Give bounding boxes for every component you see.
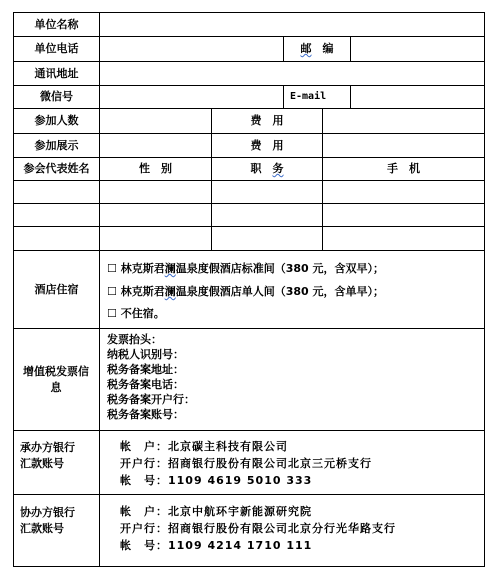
unit-phone-label: 单位电话: [34, 42, 79, 55]
rep-name-cell[interactable]: [14, 204, 99, 226]
fee-field-1[interactable]: [323, 109, 484, 133]
account-name-label: 帐 户：: [120, 440, 168, 453]
rep-mobile-cell[interactable]: [323, 181, 484, 203]
bank-label: 开户行：: [120, 457, 168, 470]
unit-name-label: 单位名称: [34, 17, 79, 31]
account-no-label: 帐 号：: [120, 474, 168, 487]
mobile-header: 手 机: [387, 162, 420, 175]
postcode-label: [284, 37, 350, 61]
address-label: 通讯地址: [34, 66, 79, 80]
exhibit-label: 参加展示: [34, 138, 79, 152]
rep-mobile-cell[interactable]: [323, 227, 484, 250]
postcode-label-a: 邮: [300, 42, 312, 55]
hotel-option-single[interactable]: ☐ 林克斯君澜温泉度假酒店单人间（380 元，含单早）；: [107, 285, 385, 298]
unit-phone-field[interactable]: [100, 37, 283, 61]
rep-name-cell[interactable]: [14, 227, 99, 250]
checkbox-icon[interactable]: ☐: [107, 307, 117, 320]
exhibit-field[interactable]: [100, 134, 211, 157]
gender-header: 性 别: [139, 162, 172, 175]
coorganizer-account-info: [120, 505, 483, 557]
tax-phone-field[interactable]: 税务备案电话：: [107, 378, 184, 391]
position-header-a: 职: [250, 162, 262, 175]
fee-field-2[interactable]: [323, 134, 484, 157]
invoice-title-field[interactable]: 发票抬头：: [107, 333, 162, 346]
account-name-value: 北京中航环宇新能源研究院: [168, 505, 312, 518]
bank-value: 招商银行股份有限公司北京分行光华路支行: [168, 522, 396, 535]
attendees-field[interactable]: [100, 109, 211, 133]
checkbox-icon[interactable]: ☐: [107, 262, 117, 275]
position-header: [212, 158, 322, 180]
bank-label: 开户行：: [120, 522, 168, 535]
unit-name-field[interactable]: [100, 13, 484, 36]
wechat-label: 微信号: [40, 90, 73, 103]
hotel-option-standard[interactable]: ☐ 林克斯君澜温泉度假酒店标准间（380 元，含双早）；: [107, 262, 385, 275]
account-name-label: 帐 户：: [120, 505, 168, 518]
account-name-value: 北京碳主科技有限公司: [168, 440, 288, 453]
coorganizer-account-label: 协办方银行汇款账号: [20, 506, 75, 535]
rep-name-cell[interactable]: [14, 181, 99, 203]
fee-label-2: 费 用: [250, 138, 284, 152]
organizer-account-info: [120, 440, 483, 492]
bank-value: 招商银行股份有限公司北京三元桥支行: [168, 457, 372, 470]
postcode-label-b: 编: [322, 42, 334, 55]
hotel-label: 酒店住宿: [34, 282, 79, 296]
checkbox-icon[interactable]: ☐: [107, 285, 117, 298]
postcode-field[interactable]: [351, 37, 484, 61]
rep-gender-cell[interactable]: [100, 227, 211, 250]
email-field[interactable]: [351, 86, 484, 108]
rep-position-cell[interactable]: [212, 181, 322, 203]
tax-bank-field[interactable]: 税务备案开户行：: [107, 393, 195, 406]
rep-position-cell[interactable]: [212, 227, 322, 250]
position-header-b: 务: [272, 162, 284, 175]
rep-position-cell[interactable]: [212, 204, 322, 226]
tax-address-field[interactable]: 税务备案地址：: [107, 363, 184, 376]
email-label: E-mail: [290, 91, 327, 102]
rep-gender-cell[interactable]: [100, 181, 211, 203]
account-no-label: 帐 号：: [120, 539, 168, 552]
invoice-fields[interactable]: [107, 333, 483, 427]
rep-name-header: 参会代表姓名: [23, 162, 90, 175]
attendees-label: 参加人数: [34, 114, 79, 127]
rep-gender-cell[interactable]: [100, 204, 211, 226]
tax-account-field[interactable]: 税务备案账号：: [107, 408, 184, 421]
wechat-field[interactable]: [100, 86, 283, 108]
rep-mobile-cell[interactable]: [323, 204, 484, 226]
taxpayer-id-field[interactable]: 纳税人识别号：: [107, 348, 184, 361]
fee-label-1: 费 用: [250, 114, 284, 127]
address-field[interactable]: [100, 62, 484, 85]
hotel-option-none[interactable]: ☐ 不住宿。: [107, 307, 165, 320]
account-no-value: 1109 4619 5010 333: [168, 474, 313, 487]
account-no-value: 1109 4214 1710 111: [168, 539, 313, 552]
vat-invoice-label: 增值税发票信息: [23, 364, 89, 394]
organizer-account-label: 承办方银行汇款账号: [20, 441, 75, 470]
